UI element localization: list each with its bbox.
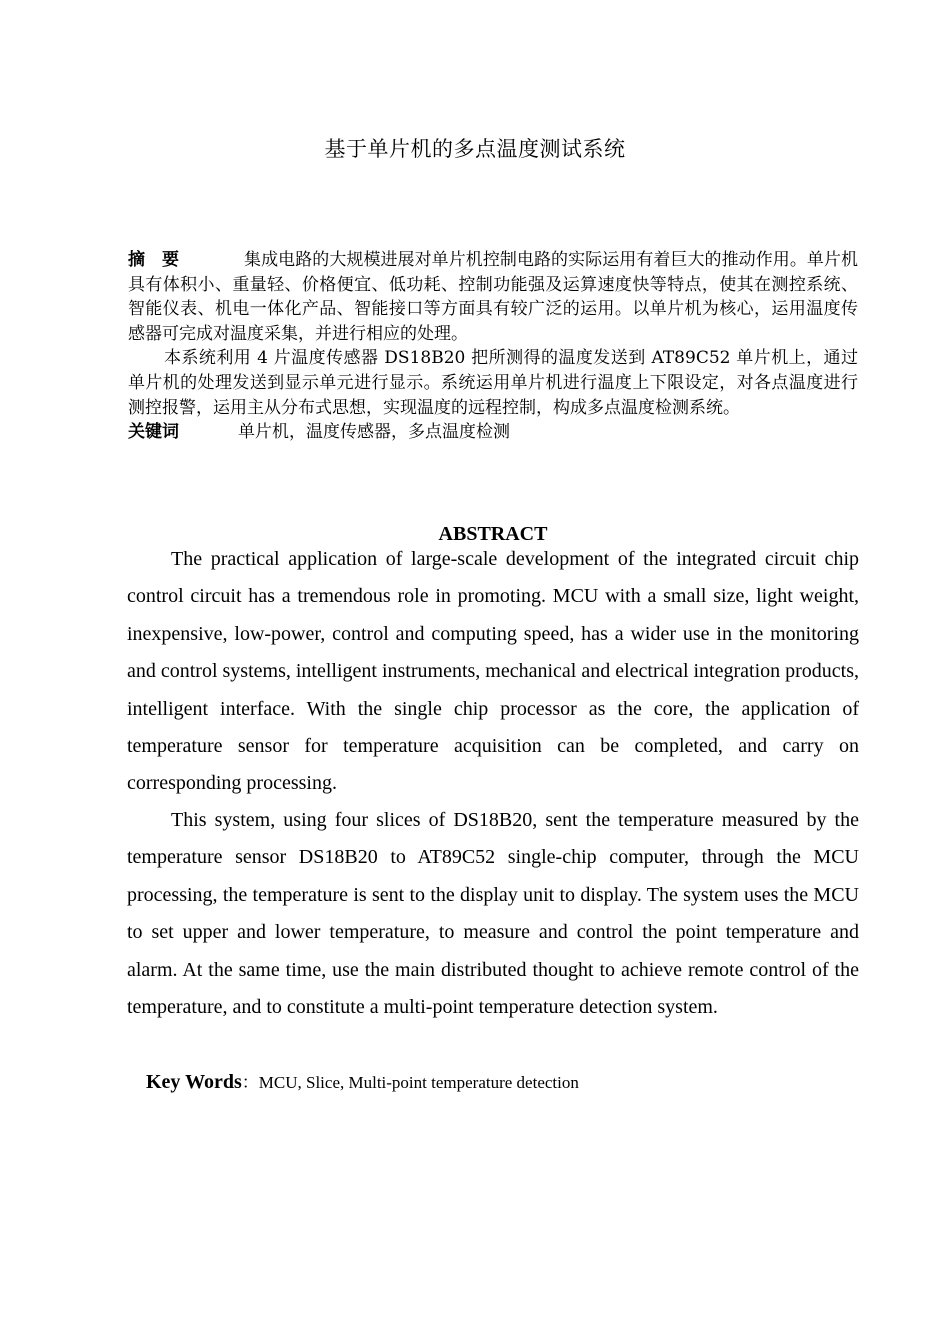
english-keywords-text: MCU, Slice, Multi-point temperature detection: [258, 1073, 579, 1092]
english-abstract-text-2: This system, using four slices of DS18B20, sent the temperature measured by the temperature sensor DS18B20 to AT89C52 single-chip computer, through the MCU processing, the temperature is sent to the display unit to display. The system uses the MCU to set upper and lower temperature, to measure and control the point temperature and alarm. At the same time, use the main distributed thought to achieve remote control of the temperature, and to constitute a multi-point temperature detection system.: [127, 809, 859, 1019]
english-keywords-label: Key Words: [146, 1071, 242, 1093]
english-keywords: [146, 1068, 866, 1094]
chinese-keywords-label: 关键词: [128, 422, 179, 443]
chinese-keywords-text: 单片机，温度传感器，多点温度检测: [238, 422, 510, 443]
english-abstract-paragraph-1: [127, 541, 859, 803]
english-keywords-separator: ：: [241, 1073, 259, 1092]
english-abstract-text-1: The practical application of large-scale development of the integrated circuit chip control circuit has a tremendous role in promoting. MCU with a small size, light weight, inexpensive, low-power, control and computing speed, has a wider use in the monitoring and control systems, intelligent instruments, mechanical and electrical integration products, intelligent interface. With the single chip processor as the core, the application of temperature sensor for temperature acquisition can be completed, and carry on corresponding processing.: [127, 548, 860, 795]
english-abstract-heading: ABSTRACT: [438, 523, 548, 545]
chinese-abstract-paragraph-1: [128, 248, 858, 346]
chinese-abstract-paragraph-2: 本系统利用 4 片温度传感器 DS18B20 把所测得的温度发送到 AT89C52 单片机上，通过单片机的处理发送到显示单元进行显示。系统运用单片机进行温度上下限设定，对各点温度进行测控报警，运用主从分布式思想，实现温度的远程控制，构成多点温度检测系统。: [128, 348, 858, 418]
chinese-abstract: [128, 248, 858, 445]
abstract-label: 摘 要: [128, 250, 179, 270]
chinese-abstract-text-1: 集成电路的大规模进展对单片机控制电路的实际运用有着巨大的推动作用。单片机具有体积小、重量轻、价格便宜、低功耗、控制功能强及运算速度快等特点，使其在测控系统、智能仪表、机电一体化产品、智能接口等方面具有较广泛的运用。以单片机为核心，运用温度传感器可完成对温度采集，并进行相应的处理。: [128, 250, 858, 344]
page-title: 基于单片机的多点温度测试系统: [324, 137, 626, 161]
chinese-keywords: [128, 420, 858, 445]
english-abstract-paragraph-2: [127, 802, 859, 1026]
